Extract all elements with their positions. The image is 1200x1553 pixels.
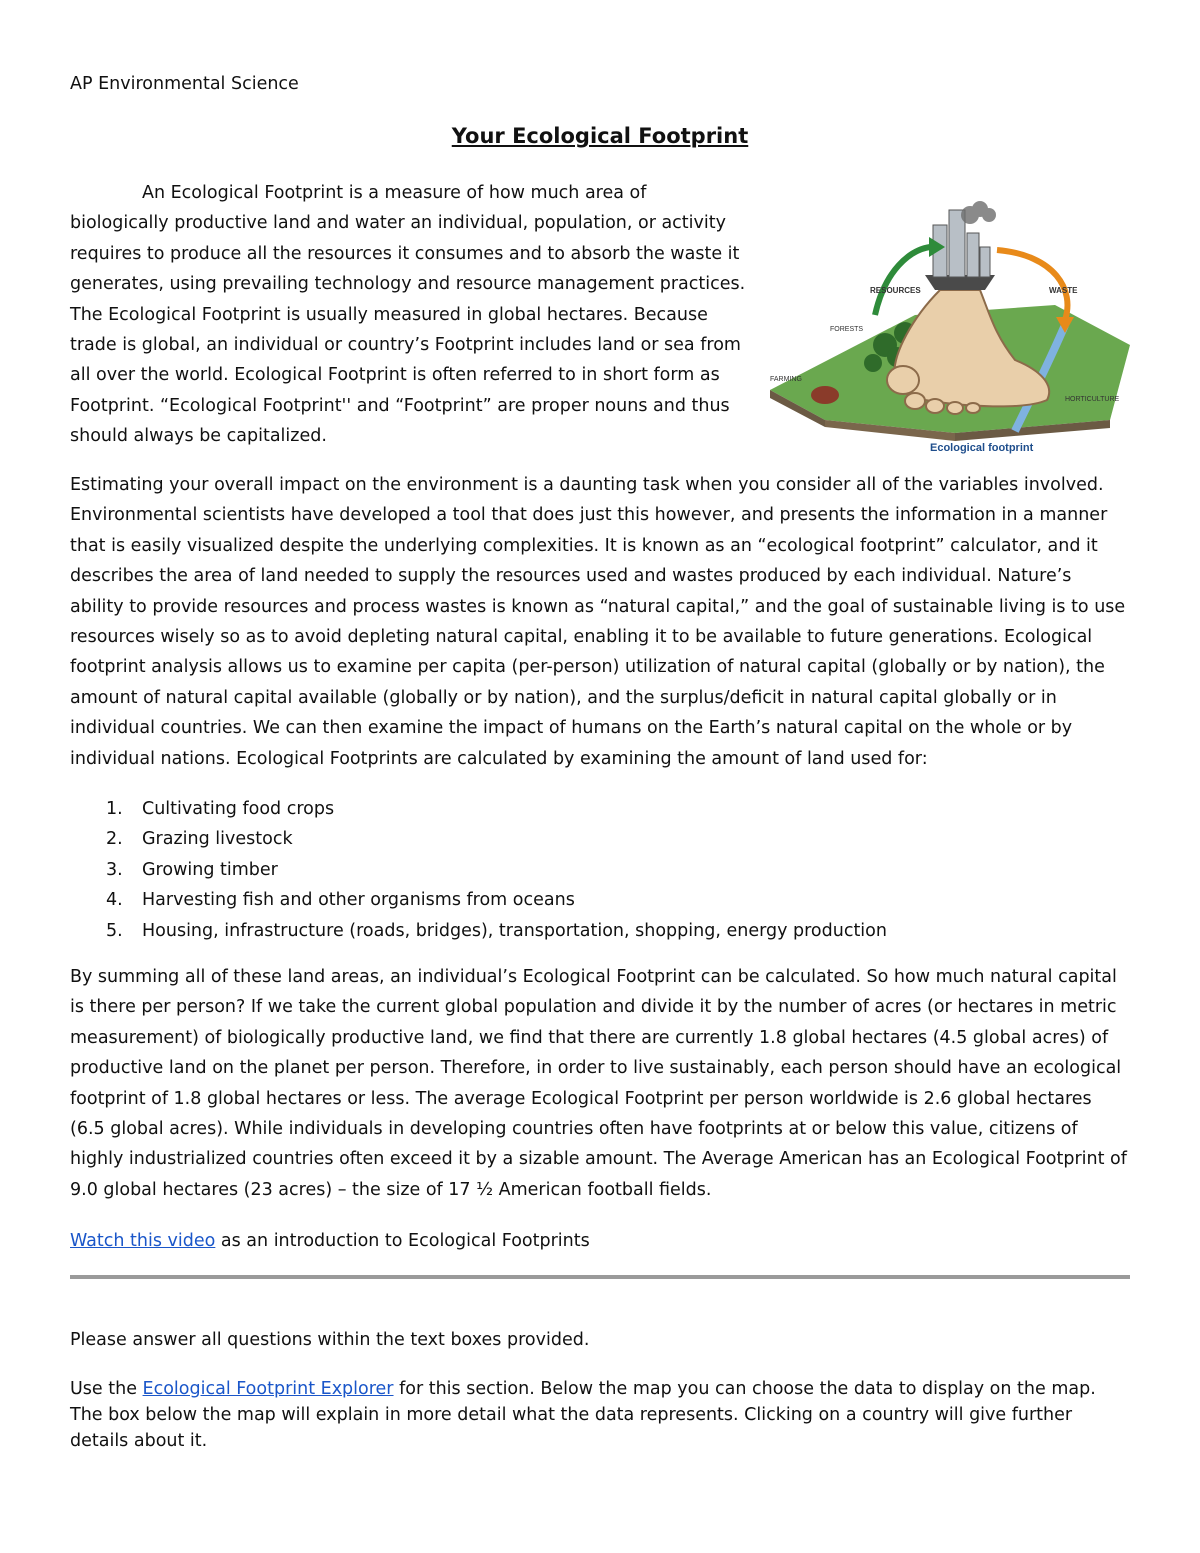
footprint-explorer-link[interactable]: Ecological Footprint Explorer — [142, 1379, 394, 1399]
list-number: 4. — [106, 890, 123, 911]
instructions-text: Please answer all questions within the text boxes provided. — [70, 1330, 590, 1350]
list-item — [70, 794, 1070, 824]
list-number: 1. — [106, 799, 123, 819]
list-item — [70, 885, 1070, 915]
waste-label: WASTE — [1049, 286, 1078, 295]
smoke-clouds — [961, 201, 996, 224]
summing-paragraph: By summing all of these land areas, an individual’s Ecological Footprint can be calculated. So how much natural capital is there per person? If we take the current global population and divide it by the number of acres (or hectares in metric measurement) of biologically productive land, we find that there are currently 1.8 global hectares (4.5 global acres) of productive land on the planet per person. Therefore, in order to live sustainably, each person should have an ecological footprint of 1.8 global hectares or less. The average Ecological Footprint per person worldwide is 2.6 global hectares (6.5 global acres). While individuals in developing countries often have footprints at or below this value, citizens of highly industrialized countries often exceed it by a sizable amount. The Average American has an Ecological Footprint of 9.0 global hectares (23 acres) – the size of 17 ½ American football fields. — [70, 967, 1127, 1200]
list-item — [70, 916, 1070, 946]
watch-video-link[interactable]: Watch this video — [70, 1231, 216, 1251]
section-divider — [70, 1275, 1130, 1279]
resources-label: RESOURCES — [870, 286, 921, 295]
video-text: as an introduction to Ecological Footprints — [215, 1231, 590, 1251]
explorer-text-after: for this section. Below the map you can choose the data to display on the map. The box below the map will explain in more detail what the data represents. Clicking on a country will give further details about it. — [70, 1379, 1096, 1451]
cow-icon — [811, 386, 839, 404]
list-number: 5. — [106, 920, 123, 941]
list-item — [70, 855, 1070, 885]
list-text: Harvesting fish and other organisms from oceans — [142, 890, 575, 911]
list-number: 3. — [106, 859, 123, 880]
estimating-paragraph: Estimating your overall impact on the environment is a daunting task when you consider all of the variables involved. Environmental scientists have developed a tool that does just this however, and presents the information in a manner that is easily visualized despite the underlying complexities. It is known as an “ecological footprint” calculator, and it describes the area of land needed to supply the resources used and wastes produced by each individual. Nature’s ability to provide resources and process wastes is known as “natural capital,” and the goal of sustainable living is to use resources wisely so as to avoid depleting natural capital, enabling it to be available to future generations. Ecological footprint analysis allows us to examine per capita (per-person) utilization of natural capital (globally or by nation), the amount of natural capital available (globally or by nation), and the surplus/deficit in natural capital globally or in individual countries. We can then examine the impact of humans on the Earth’s natural capital on the whole or by individual nations. Ecological Footprints are calculated by examining the amount of land used for: — [70, 475, 1126, 769]
explorer-paragraph — [70, 1376, 1130, 1454]
list-text: Housing, infrastructure (roads, bridges), transportation, shopping, energy production — [142, 920, 887, 941]
figure-caption: Ecological footprint — [930, 442, 1034, 454]
intro-text: An Ecological Footprint is a measure of how much area of biologically productive land and water an individual, population, or activity requires to produce all the resources it consumes and to absorb the waste it generates, using prevailing technology and resource management practices. The Ecological Footprint is usually measured in global hectares. Because trade is global, an individual or country’s Footprint includes land or sea from all over the world. Ecological Footprint is often referred to in short form as Footprint. “Ecological Footprint'' and “Footprint” are proper nouns and thus should always be capitalized. — [70, 183, 746, 447]
list-number: 2. — [106, 829, 123, 850]
video-paragraph — [70, 1226, 1130, 1256]
explorer-text-before: Use the — [70, 1379, 143, 1399]
list-text: Growing timber — [142, 859, 278, 880]
course-header: AP Environmental Science — [70, 74, 299, 94]
horticulture-label: HORTICULTURE — [1065, 396, 1120, 403]
list-text: Grazing livestock — [142, 829, 293, 850]
resources-arrow — [875, 247, 930, 315]
document-title: Your Ecological Footprint — [451, 124, 749, 148]
land-use-list — [70, 794, 1070, 946]
intro-paragraph — [70, 178, 750, 452]
ecological-footprint-illustration — [765, 195, 1135, 460]
city-buildings — [933, 210, 990, 277]
farming-label: FARMING — [770, 376, 802, 383]
list-text: Cultivating food crops — [142, 799, 335, 819]
list-item — [70, 824, 1070, 854]
forests-label: FORESTS — [830, 326, 864, 333]
